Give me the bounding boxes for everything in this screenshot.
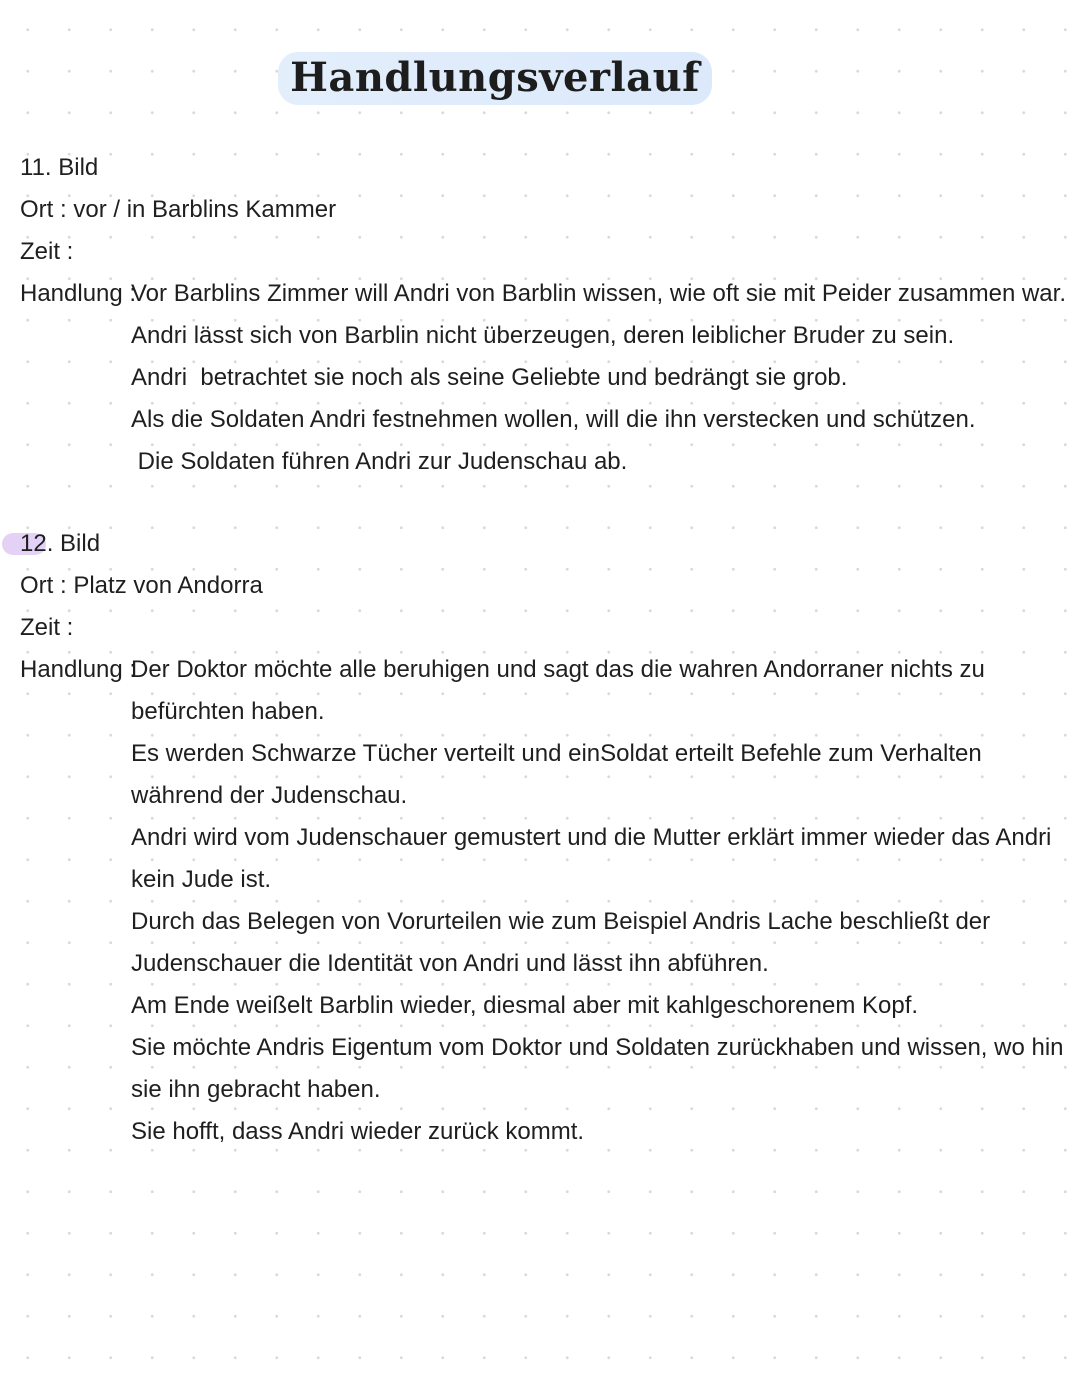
page-title: Handlungsverlauf: [278, 52, 712, 105]
ort-label: Ort :: [20, 196, 67, 223]
ort-row: [20, 565, 1060, 607]
handlung-line: während der Judenschau.: [131, 782, 408, 809]
handlung-line: Die Soldaten führen Andri zur Judenschau ab.: [131, 448, 628, 475]
handlung-line: Andri wird vom Judenschauer gemustert und die Mutter erklärt immer wieder das Andri: [131, 824, 1052, 851]
section-heading: [20, 523, 1060, 565]
handlung-line: Vor Barblins Zimmer will Andri von Barblin wissen, wie oft sie mit Peider zusammen war.: [131, 280, 1066, 307]
section-heading-text: 11. Bild: [20, 154, 99, 181]
ort-value: vor / in Barblins Kammer: [73, 196, 337, 223]
handlung-line: Es werden Schwarze Tücher verteilt und einSoldat erteilt Befehle zum Verhalten: [131, 740, 982, 767]
handlung-line: kein Jude ist.: [131, 866, 272, 893]
handlung-line: Sie hofft, dass Andri wieder zurück kommt.: [131, 1118, 585, 1145]
handlung-line: Judenschauer die Identität von Andri und lässt ihn abführen.: [131, 950, 769, 977]
handlung-line: befürchten haben.: [131, 698, 325, 725]
handlung-line: Der Doktor möchte alle beruhigen und sagt das die wahren Andorraner nichts zu: [131, 656, 985, 683]
section-bild-11: [20, 147, 1066, 483]
ort-label: Ort :: [20, 572, 67, 599]
ort-value: Platz von Andorra: [73, 572, 263, 599]
zeit-row: [20, 231, 1060, 273]
zeit-row: [20, 607, 1060, 649]
handlung-line: Am Ende weißelt Barblin wieder, diesmal aber mit kahlgeschorenem Kopf.: [131, 992, 919, 1019]
handlung-line: Andri lässt sich von Barblin nicht überzeugen, deren leiblicher Bruder zu sein.: [131, 322, 955, 349]
section-heading-text: 12. Bild: [20, 530, 101, 557]
section-bild-12: [20, 523, 1064, 1153]
handlung-label: Handlung :: [20, 656, 137, 683]
handlung-line: Als die Soldaten Andri festnehmen wollen, will die ihn verstecken und schützen.: [131, 406, 976, 433]
handlung-label: Handlung :: [20, 280, 137, 307]
ort-row: [20, 189, 1060, 231]
zeit-label: Zeit :: [20, 238, 74, 265]
title-container: [0, 52, 990, 105]
handlung-line: Durch das Belegen von Vorurteilen wie zum Beispiel Andris Lache beschließt der: [131, 908, 991, 935]
handlung-row: [20, 649, 1060, 691]
zeit-label: Zeit :: [20, 614, 74, 641]
section-heading: [20, 147, 1060, 189]
handlung-row: [20, 273, 1066, 315]
handlung-line: sie ihn gebracht haben.: [131, 1076, 381, 1103]
handlung-line: Sie möchte Andris Eigentum vom Doktor und Soldaten zurückhaben und wissen, wo hin: [131, 1034, 1064, 1061]
handlung-line: Andri betrachtet sie noch als seine Geliebte und bedrängt sie grob.: [131, 364, 848, 391]
